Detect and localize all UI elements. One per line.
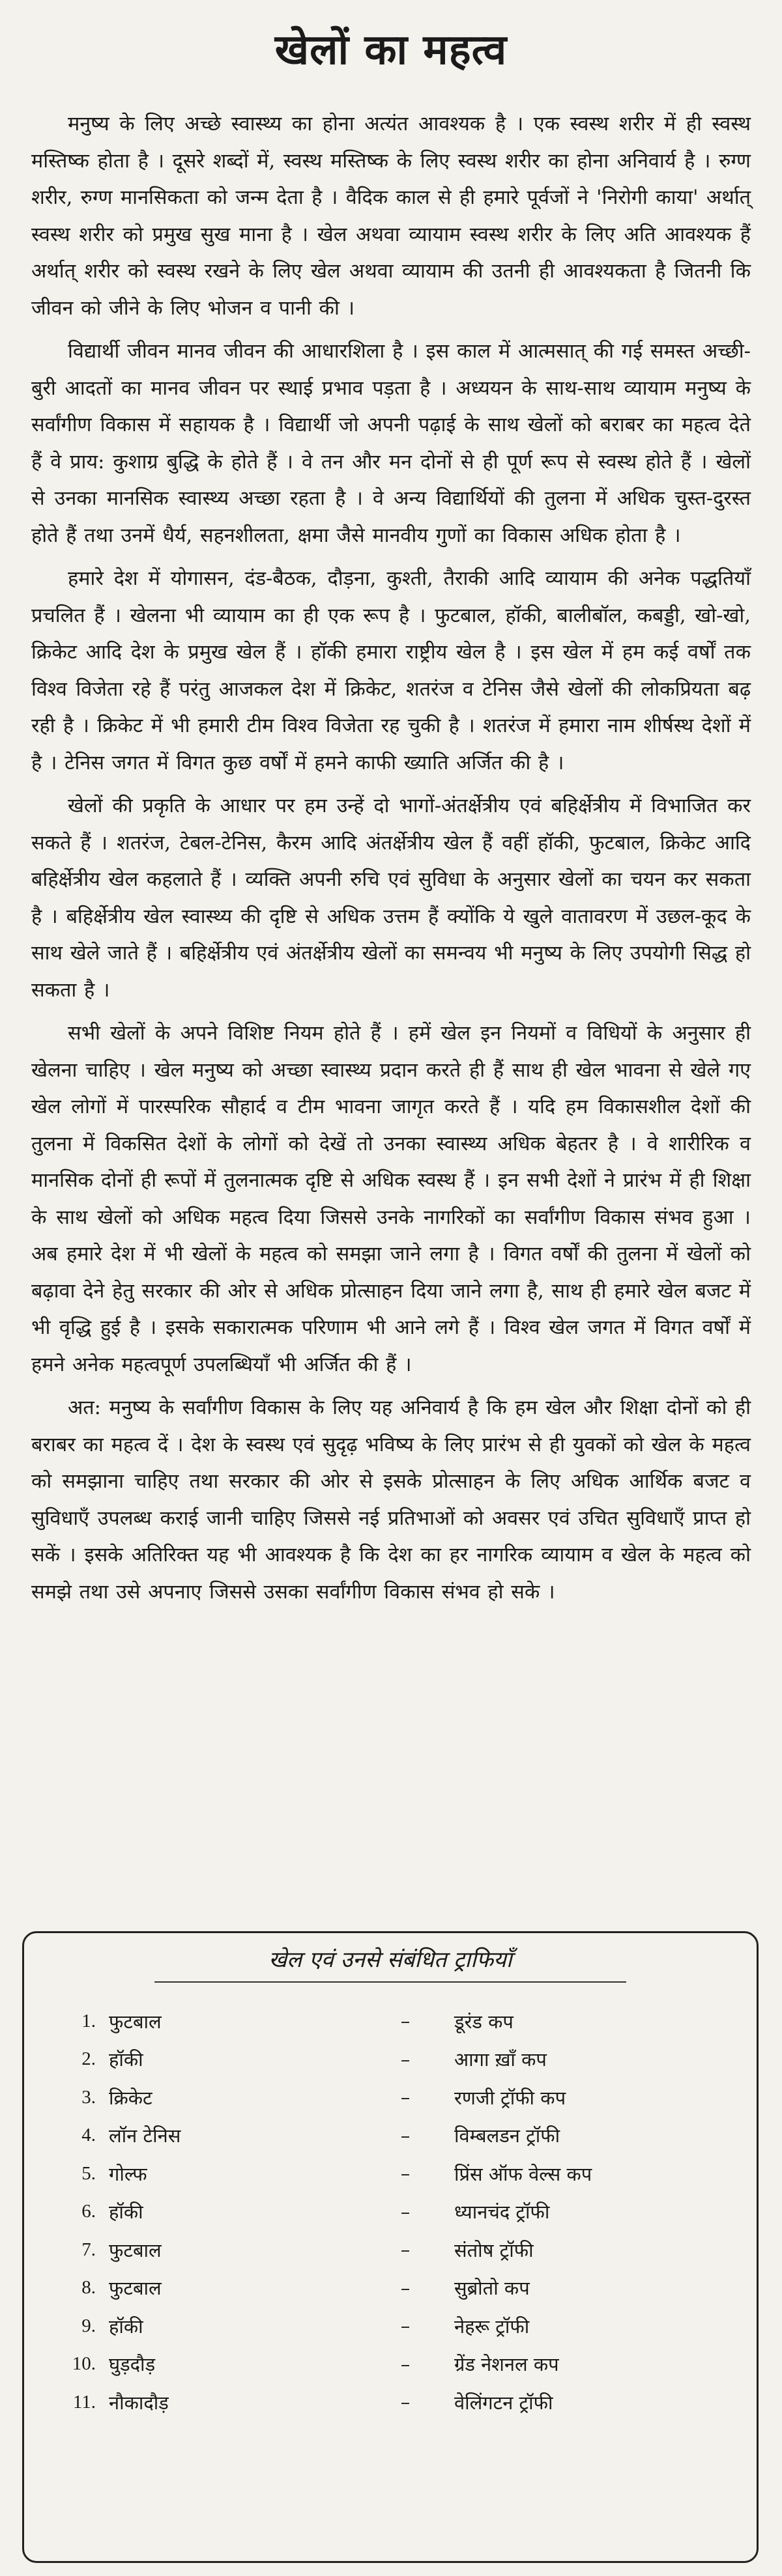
dash-separator: – — [400, 2276, 411, 2299]
row-number: 3. — [81, 2086, 96, 2108]
table-row — [50, 2269, 731, 2308]
row-number: 9. — [81, 2315, 96, 2336]
trophy-table-box — [22, 1931, 759, 2563]
dash-separator: – — [400, 2200, 411, 2223]
dash-separator: – — [400, 2315, 411, 2338]
sport-name: गोल्फ — [109, 2162, 147, 2185]
sport-name: क्रिकेट — [109, 2086, 152, 2109]
row-number: 10. — [72, 2353, 96, 2375]
dash-separator: – — [400, 2124, 411, 2147]
row-number: 11. — [72, 2391, 96, 2413]
sport-name: घुड़दौड़ — [109, 2353, 156, 2376]
row-number: 5. — [81, 2162, 96, 2184]
table-row — [50, 2307, 731, 2345]
row-number: 7. — [81, 2239, 96, 2260]
table-row — [50, 2193, 731, 2231]
dash-separator: – — [400, 2391, 411, 2414]
paragraph-1: मनुष्य के लिए अच्छे स्वास्थ्य का होना अत्यंत आवश्यक है । एक स्वस्थ शरीर में ही स्वस्थ मस्तिष्क होता है । दूसरे शब्दों में, स्वस्थ मस्तिष्क के लिए स्वस्थ शरीर का होना अनिवार्य है । रुग्ण शरीर, रुग्ण मानसिकता को जन्म देता है । वैदिक काल से ही हमारे पूर्वजों ने 'निरोगी काया' अर्थात् स्वस्थ शरीर को प्रमुख सुख माना है । खेल अथवा व्यायाम स्वस्थ शरीर के लिए अति आवश्यक हैं अर्थात् शरीर को स्वस्थ रखने के लिए खेल अथवा व्यायाम की उतनी ही आवश्यकता है जितनी कि जीवन को जीने के लिए भोजन व पानी की । — [31, 113, 751, 320]
row-number: 6. — [81, 2201, 96, 2222]
sport-name: हॉकी — [109, 2201, 143, 2224]
paragraph-3: हमारे देश में योगासन, दंड-बैठक, दौड़ना, कुश्ती, तैराकी आदि व्यायाम की अनेक पद्धतियाँ प्रचलित हैं । खेलना भी व्यायाम का ही एक रूप है । फुटबाल, हॉकी, बालीबॉल, कबड्डी, खो-खो, क्रिकेट आदि देश के प्रमुख खेल हैं । हॉकी हमारा राष्ट्रीय खेल है । इस खेल में हम कई वर्षों तक विश्व विजेता रहे हैं परंतु आजकल देश में क्रिकेट, शतरंज व टेनिस जैसे खेलों की लोकप्रियता बढ़ रही है । क्रिकेट में भी हमारी टीम विश्व विजेता रह चुकी है । शतरंज में हमारा नाम शीर्षस्थ देशों में है । टेनिस जगत में विगत कुछ वर्षों में हमने काफी ख्याति अर्जित की है । — [31, 567, 751, 774]
trophy-name: संतोष ट्रॉफी — [454, 2239, 534, 2261]
trophy-name: ध्यानचंद ट्रॉफी — [454, 2201, 550, 2224]
dash-separator: – — [400, 2353, 411, 2375]
page-title: खेलों का महत्व — [274, 26, 508, 74]
trophy-name: डूरंड कप — [454, 2010, 514, 2033]
dash-separator: – — [400, 2086, 411, 2109]
row-number: 4. — [81, 2125, 96, 2146]
table-row — [50, 2002, 731, 2041]
table-row — [50, 2041, 731, 2079]
table-row — [50, 2078, 731, 2117]
paragraph-5: सभी खेलों के अपने विशिष्ट नियम होते हैं । हमें खेल इन नियमों व विधियों के अनुसार ही खेलना चाहिए । खेल मनुष्य को अच्छा स्वास्थ्य प्रदान करते ही हैं साथ ही खेल भावना से खेले गए खेल लोगों में पारस्परिक सौहार्द व टीम भावना जागृत करते हैं । यदि हम विकासशील देशों की तुलना में विकसित देशों के लोगों को देखें तो उनका स्वास्थ्य अधिक बेहतर है । वे शारीरिक व मानसिक दोनों ही रूपों में तुलनात्मक दृष्टि से अधिक स्वस्थ हैं । इन सभी देशों ने प्रारंभ में ही शिक्षा के साथ खेलों को अधिक महत्व दिया जिससे उनके नागरिकों का सर्वांगीण विकास संभव हुआ । अब हमारे देश में भी खेलों के महत्व को समझा जाने लगा है । विगत वर्षों की तुलना में खेलों को बढ़ावा देने हेतु सरकार की ओर से अधिक प्रोत्साहन दिया जाने लगा है, साथ ही हमारे खेल बजट में भी वृद्धि हुई है । इसके सकारात्मक परिणाम भी आने लगे हैं । विश्व खेल जगत में विगत वर्षों में हमने अनेक महत्वपूर्ण उपलब्धियाँ भी अर्जित की हैं । — [31, 1022, 751, 1376]
table-row — [50, 2155, 731, 2193]
sport-name: लॉन टेनिस — [109, 2125, 181, 2147]
trophy-name: प्रिंस ऑफ वेल्स कप — [454, 2162, 592, 2185]
sport-name: फुटबाल — [109, 2239, 162, 2261]
essay-body — [31, 106, 751, 1611]
paragraph-4: खेलों की प्रकृति के आधार पर हम उन्हें दो भागों-अंतर्क्षेत्रीय एवं बहिर्क्षेत्रीय में विभाजित कर सकते हैं । शतरंज, टेबल-टेनिस, कैरम आदि अंतर्क्षेत्रीय खेल हैं वहीं हॉकी, फुटबाल, क्रिकेट आदि बहिर्क्षेत्रीय खेल कहलाते हैं । व्यक्ति अपनी रुचि एवं सुविधा के अनुसार खेलों का चयन कर सकता है । बहिर्क्षेत्रीय खेल स्वास्थ्य की दृष्टि से अधिक उत्तम हैं क्योंकि ये खुले वातावरण में उछल-कूद के साथ खेले जाते हैं । बहिर्क्षेत्रीय एवं अंतर्क्षेत्रीय खेलों का समन्वय भी मनुष्य के लिए उपयोगी सिद्ध हो सकता है । — [31, 795, 751, 1002]
trophy-name: ग्रेंड नेशनल कप — [454, 2353, 559, 2376]
dash-separator: – — [400, 2010, 411, 2033]
sport-name: फुटबाल — [109, 2277, 162, 2300]
sport-name: नौकादौड़ — [109, 2391, 169, 2414]
sport-name: हॉकी — [109, 2315, 143, 2338]
trophy-name: विम्बलडन ट्रॉफी — [454, 2125, 560, 2147]
dash-separator: – — [400, 2048, 411, 2071]
table-row — [50, 2383, 731, 2422]
row-number: 1. — [81, 2010, 96, 2031]
paragraph-2: विद्यार्थी जीवन मानव जीवन की आधारशिला है । इस काल में आत्मसात् की गई समस्त अच्छी-बुरी आदतों का मानव जीवन पर स्थाई प्रभाव पड़ता है । अध्ययन के साथ-साथ व्यायाम मनुष्य के सर्वांगीण विकास में सहायक है । विद्यार्थी जो अपनी पढ़ाई के साथ खेलों को बराबर का महत्व देते हैं वे प्राय: कुशाग्र बुद्धि के होते हैं । वे तन और मन दोनों से ही पूर्ण रूप से स्वस्थ होते हैं । खेलों से उनका मानसिक स्वास्थ्य अच्छा रहता है । वे अन्य विद्यार्थियों की तुलना में अधिक चुस्त-दुरस्त होते हैं तथा उनमें धैर्य, सहनशीलता, क्षमा जैसे मानवीय गुणों का विकास अधिक होता है । — [31, 340, 751, 547]
trophy-name: सुब्रोतो कप — [454, 2277, 530, 2300]
trophy-name: आगा ख़ाँ कप — [454, 2048, 547, 2071]
paragraph-6: अत: मनुष्य के सर्वांगीण विकास के लिए यह अनिवार्य है कि हम खेल और शिक्षा दोनों को ही बराबर का महत्व दें । देश के स्वस्थ एवं सुदृढ़ भविष्य के लिए प्रारंभ से ही युवकों को खेल के महत्व को समझाना चाहिए तथा सरकार की ओर से इसके प्रोत्साहन के लिए अधिक आर्थिक बजट व सुविधाएँ उपलब्ध कराई जानी चाहिए जिससे नई प्रतिभाओं को अवसर एवं उचित सुविधाएँ प्राप्त हो सकें । इसके अतिरिक्त यह भी आवश्यक है कि देश का हर नागरिक व्यायाम व खेल के महत्व को समझे तथा उसे अपनाए जिससे उसका सर्वांगीण विकास संभव हो सके । — [31, 1396, 751, 1604]
dash-separator: – — [400, 2239, 411, 2261]
table-row — [50, 2117, 731, 2155]
trophy-table-heading: खेल एवं उनसे संबंधित ट्राफियाँ — [154, 1944, 626, 1983]
sport-name: हॉकी — [109, 2048, 143, 2071]
table-row — [50, 2345, 731, 2384]
row-number: 2. — [81, 2048, 96, 2070]
sport-name: फुटबाल — [109, 2010, 162, 2033]
table-row — [50, 2231, 731, 2269]
trophy-name: वेलिंगटन ट्रॉफी — [454, 2391, 553, 2414]
trophy-name: रणजी ट्रॉफी कप — [454, 2086, 566, 2109]
dash-separator: – — [400, 2162, 411, 2185]
trophy-name: नेहरू ट्रॉफी — [454, 2315, 530, 2338]
row-number: 8. — [81, 2277, 96, 2299]
